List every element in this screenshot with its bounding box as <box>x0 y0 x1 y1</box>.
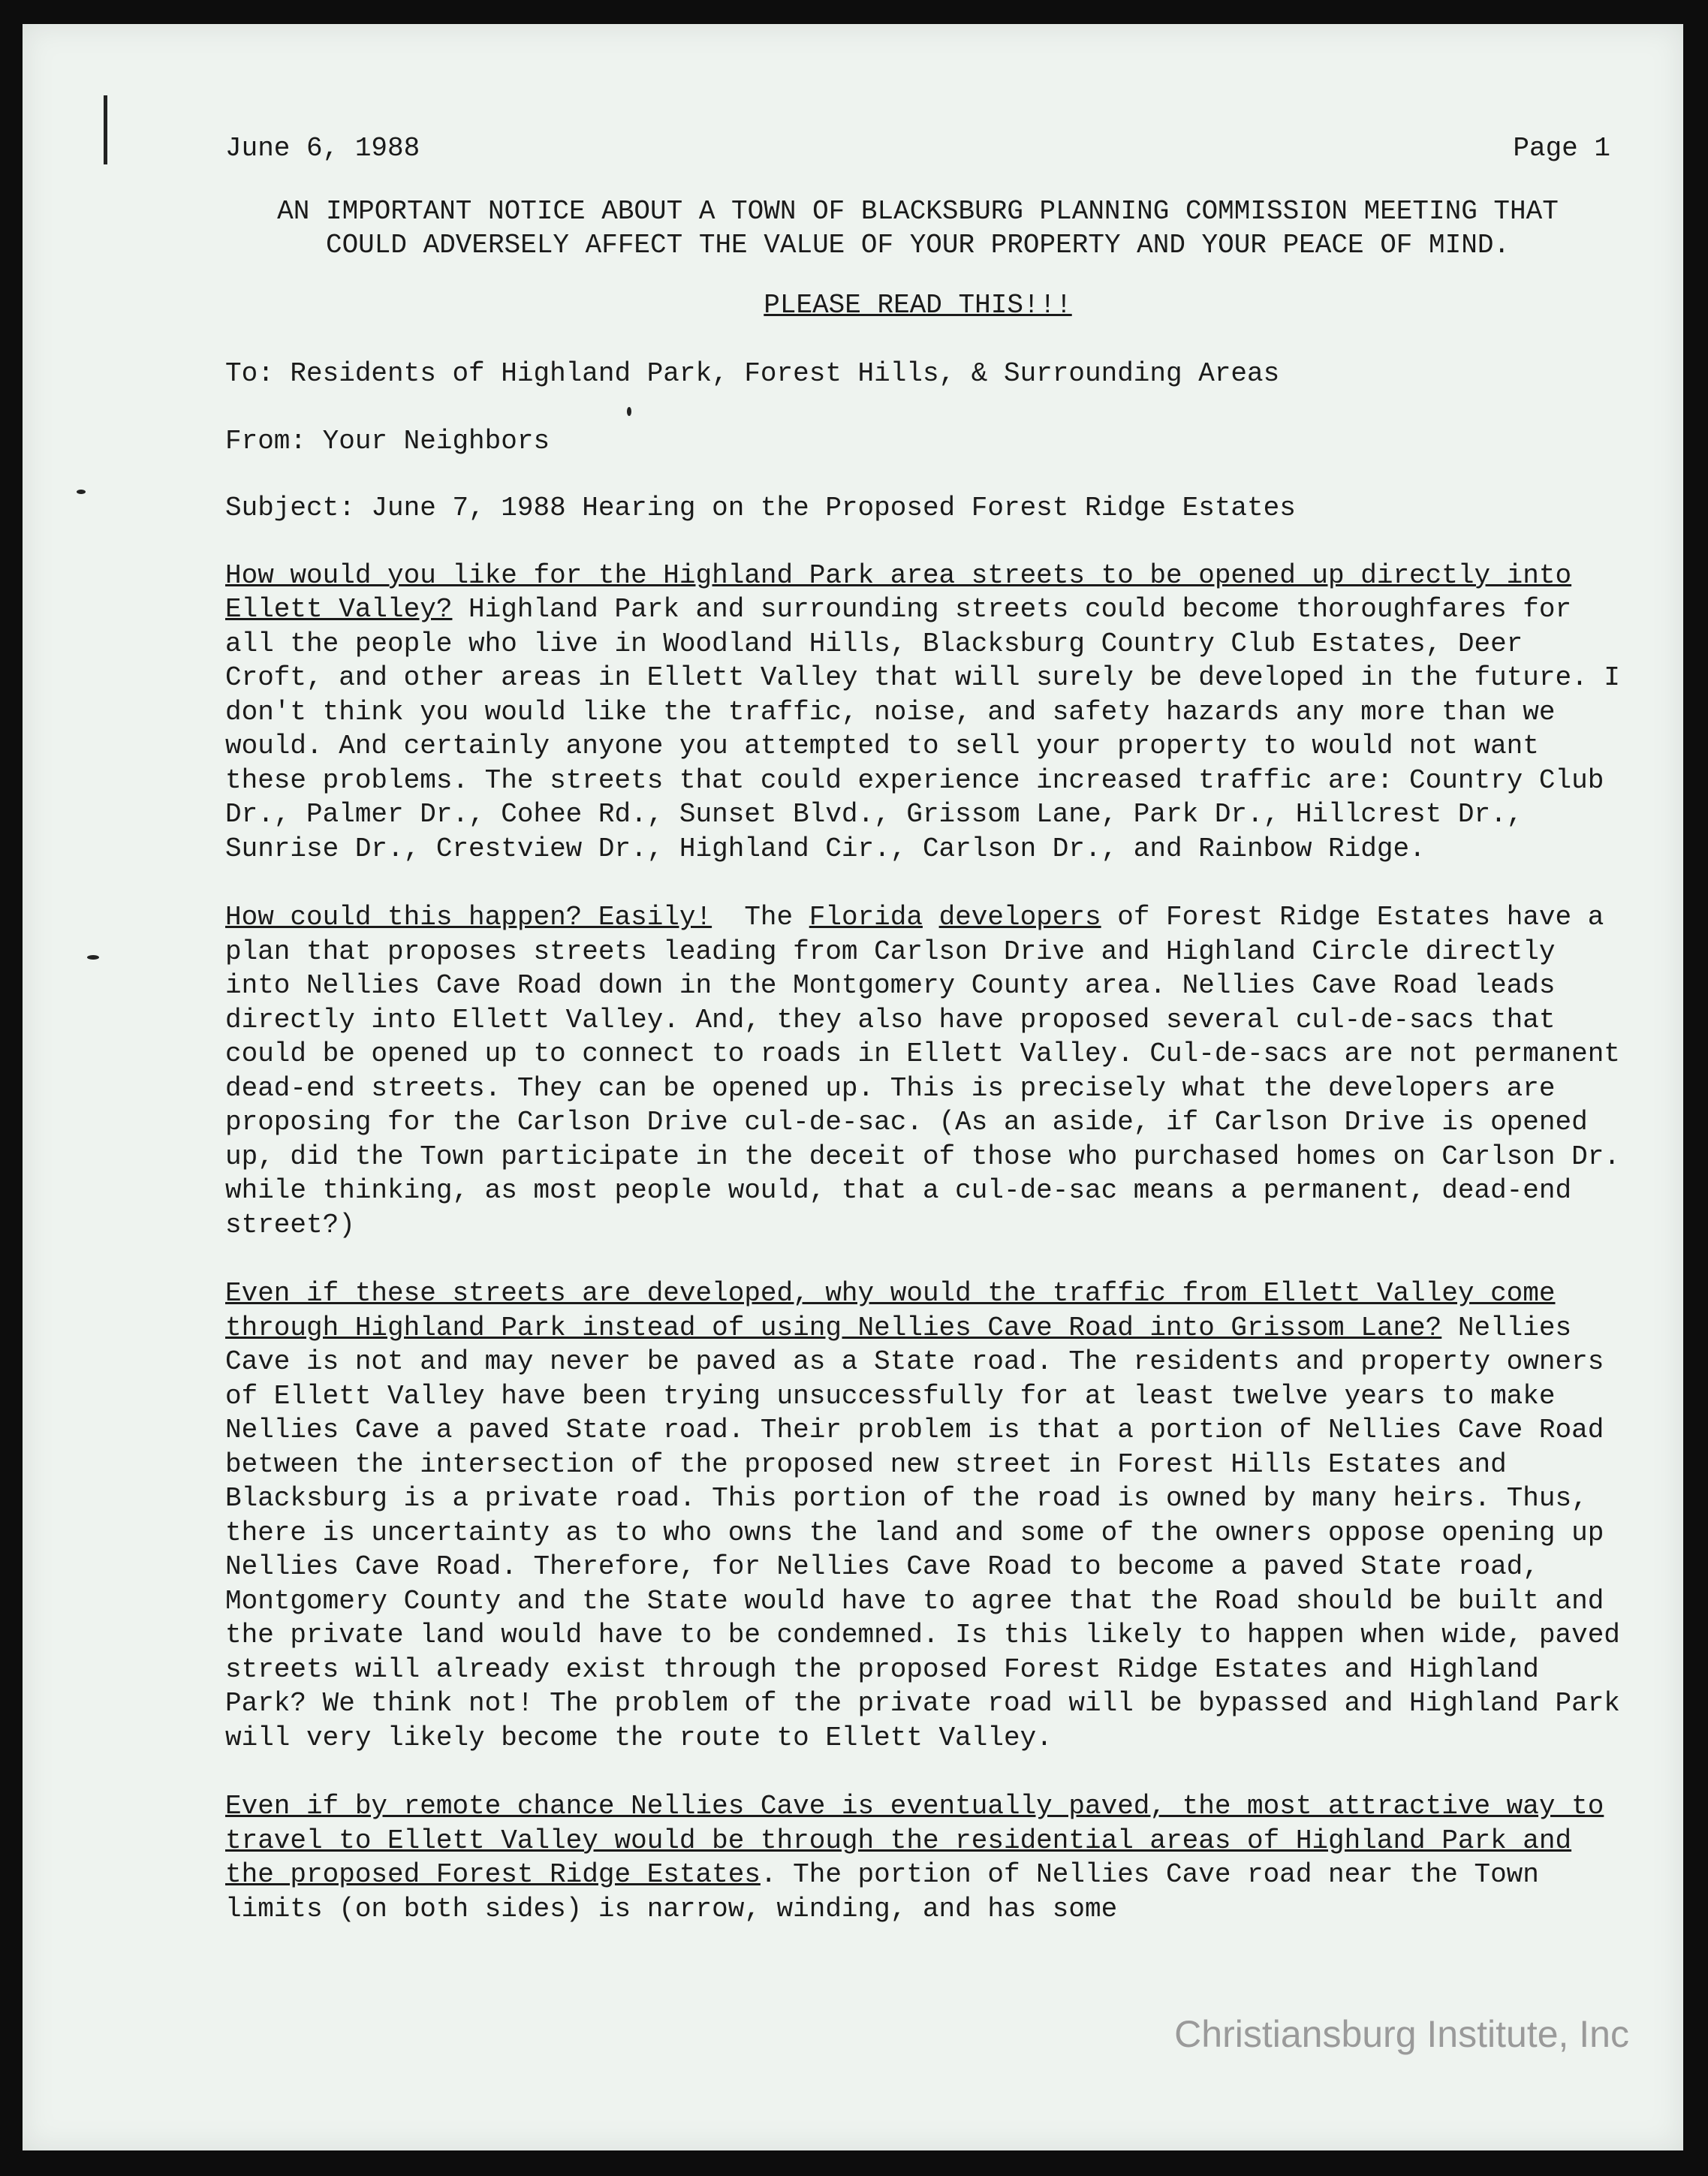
speck <box>87 955 99 960</box>
please-read: PLEASE READ THIS!!! <box>764 289 1072 321</box>
paragraph-1-body: Highland Park and surrounding streets could become thoroughfares for all the people who live in Woodland Hills, Blacksburg Country Club Estates, Deer Croft, and other areas in Ellett Valley that will surely be developed in the future. I don't think you would like the traffic, noise, and safety hazards any more than we would. And certainly anyone you attempted to sell your property to would not want these problems. The streets that could experience increased traffic are: Country Club Dr., Palmer Dr., Cohee Rd., Sunset Blvd., Grissom Lane, Park Dr., Hillcrest Dr., Sunrise Dr., Crestview Dr., Highland Cir., Carlson Dr., and Rainbow Ridge. <box>225 594 1620 864</box>
speck <box>77 490 86 494</box>
paragraph-3 <box>225 1276 1622 1755</box>
paragraph-4-body: . The portion of Nellies Cave road near the Town limits (on both sides) is narrow, winding, and has some <box>225 1859 1539 1924</box>
watermark: Christiansburg Institute, Inc <box>1174 2013 1629 2055</box>
paragraph-2-lead: How could this happen? Easily! <box>225 902 712 933</box>
memo-subject: Subject: June 7, 1988 Hearing on the Proposed Forest Ridge Estates <box>225 493 1296 523</box>
paragraph-2 <box>225 900 1622 1242</box>
memo-from: From: Your Neighbors <box>225 425 550 457</box>
letter-body <box>225 131 1622 1961</box>
paragraph-1 <box>225 559 1622 866</box>
paragraph-2-the: The <box>712 902 809 933</box>
paragraph-3-lead: Even if these streets are developed, why would the traffic from Ellett Valley come through Highland Park instead of using Nellies Cave Road into Grissom Lane? <box>225 1278 1556 1343</box>
staple-mark <box>104 95 107 164</box>
paragraph-3-body: Nellies Cave is not and may never be paved as a State road. The residents and property owners of Ellett Valley have been trying unsuccessfully for at least twelve years to make Nellies Cave a paved State road. Their problem is that a portion of Nellies Cave Road between the intersection of the proposed new street in Forest Hills Estates and Blacksburg is a private road. This portion of the road is owned by many heirs. Thus, there is uncertainty as to who owns the land and some of the owners oppose opening up Nellies Cave Road. Therefore, for Nellies Cave Road to become a paved State road, Montgomery County and the State would have to agree that the Road should be built and the private land would have to be condemned. Is this likely to happen when wide, paved streets will already exist through the proposed Forest Ridge Estates and Highland Park? We think not! The problem of the private road will be bypassed and Highland Park will very likely become the route to Ellett Valley. <box>225 1312 1620 1753</box>
letter-date: June 6, 1988 <box>225 133 420 164</box>
notice-line-2: COULD ADVERSELY AFFECT THE VALUE OF YOUR PROPERTY AND YOUR PEACE OF MIND. <box>325 230 1511 261</box>
letter-header <box>225 131 1610 166</box>
paragraph-1-lead: How would you like for the Highland Park area streets to be opened up directly into Ellett Valley? <box>225 559 1572 625</box>
paragraph-4-lead: Even if by remote chance Nellies Cave is eventually paved, the most attractive way to travel to Ellett Valley would be through the residential areas of Highland Park and the proposed Forest Ridge Estates <box>225 1791 1604 1890</box>
notice-heading <box>225 194 1610 263</box>
paragraph-2-body: of Forest Ridge Estates have a plan that proposes streets leading from Carlson Drive and Highland Circle directly into Nellies Cave Road down in the Montgomery County area. Nellies Cave Road leads directly into Ellett Valley. And, they also have proposed several cul-de-sacs that could be opened up to connect to roads in Ellett Valley. Cul-de-sacs are not permanent dead-end streets. They can be opened up. This is precisely what the developers are proposing for the Carlson Drive cul-de-sac. (As an aside, if Carlson Drive is opened up, did the Town participate in the deceit of those who purchased homes on Carlson Dr. while thinking, as most people would, that a cul-de-sac means a permanent, dead-end street?) <box>225 902 1620 1240</box>
notice-line-1: AN IMPORTANT NOTICE ABOUT A TOWN OF BLACKSBURG PLANNING COMMISSION MEETING THAT <box>277 195 1559 227</box>
paragraph-2-developers: developers <box>938 902 1101 933</box>
paragraph-2-florida: Florida <box>809 902 923 933</box>
memo-to: To: Residents of Highland Park, Forest Hills, & Surrounding Areas <box>225 358 1280 389</box>
page-number: Page 1 <box>1513 133 1610 164</box>
paragraph-4 <box>225 1789 1622 1926</box>
paragraph-2-space <box>923 902 939 933</box>
